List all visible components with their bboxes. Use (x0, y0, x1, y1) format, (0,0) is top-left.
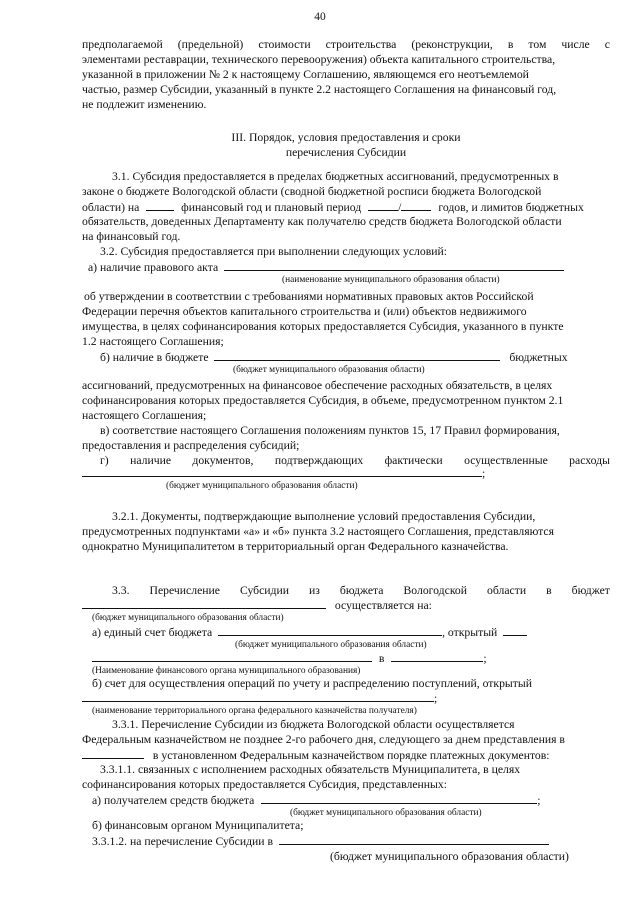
p32-b-line: б) наличие в бюджете бюджетных (100, 351, 568, 364)
p32-line-1: 3.2. Субсидия предоставляется при выполнении следующих условий: (100, 245, 447, 258)
p31-line-2: законе о бюджете Вологодской области (сводной бюджетной росписи бюджета Вологодской (82, 185, 542, 198)
submitter-blank (82, 747, 144, 759)
transfer-budget-blank (279, 833, 549, 845)
p32-line-9: в) соответствие настоящего Соглашения положениям пунктов 15, 17 Правил формирования, (100, 424, 560, 437)
treasury-blank (82, 690, 434, 702)
p33-line-1: 3.3. Перечисление Субсидии из бюджета Вологодской области в бюджет (112, 584, 610, 597)
p32-g-blank-line: ; (82, 465, 485, 481)
plan-year-blank-1 (368, 199, 398, 211)
intro-line-3: указанной в приложении № 2 к настоящему Соглашению, являющемся его неотъемлемой (82, 68, 529, 81)
p33-caption-4: (наименование территориального органа федерального казначейства получателя) (92, 706, 417, 716)
fin-org-blank (92, 650, 372, 662)
p31-line-5: на финансовый год. (82, 230, 181, 243)
year-blank (146, 199, 174, 211)
p31-line-3: области) на финансовый год и плановый период / годов, и лимитов бюджетных (82, 201, 584, 214)
p3311-caption: (бюджет муниципального образования области) (290, 808, 482, 818)
p331-line-1: 3.3.1. Перечисление Субсидии из бюджета Вологодской области осуществляется (112, 718, 515, 731)
p32-line-2: об утверждении в соответствии с требованиями нормативных правовых актов Российской (84, 290, 534, 303)
intro-line-4: частью, размер Субсидии, указанный в пункте 2.2 настоящего Соглашения на финансовый год, (82, 83, 557, 96)
p32-line-7: софинансирования которых предоставляется Субсидия, в объеме, предусмотренном пунктом 2.1 (82, 394, 564, 407)
p3312-caption: (бюджет муниципального образования области) (330, 850, 569, 863)
p321-line-3: однократно Муниципалитетом в территориальный орган Федерального казначейства. (82, 540, 509, 553)
p32-line-5: 1.2 настоящего Соглашения; (82, 335, 224, 348)
section-heading-line-2: перечисления Субсидии (285, 146, 407, 159)
fin-org-location-blank (391, 650, 483, 662)
p31-line-4: обязательств, доведенных Департаменту как получателю средств бюджета Вологодской области (82, 215, 562, 228)
p33-line-2: осуществляется на: (82, 597, 432, 613)
p3311-b-line: б) финансовым органом Муниципалитета; (92, 819, 304, 832)
p331-line-2: Федеральным казначейством не позднее 2-го рабочего дня, следующего за днем представления в (82, 733, 565, 746)
p33-fin-org-line: в ; (92, 650, 487, 666)
page-number: 40 (314, 11, 326, 23)
p3311-a-line: а) получателем средств бюджета ; (92, 794, 541, 807)
p33-a-line: а) единый счет бюджета , открытый (92, 624, 527, 640)
p33-caption-2: (бюджет муниципального образования области) (235, 640, 427, 650)
p33-b-line: б) счет для осуществления операций по учету и распределению поступлений, открытый (92, 677, 532, 690)
p32-line-3: Федерации перечня объектов капитального строительства и (или) объектов недвижимого (82, 305, 527, 318)
p321-line-1: 3.2.1. Документы, подтверждающие выполнение условий предоставления Субсидии, (112, 510, 536, 523)
intro-line-5: не подлежит изменению. (82, 98, 207, 111)
p33-b-blank-line: ; (82, 690, 437, 706)
plan-year-blank-2 (401, 199, 431, 211)
p32-line-6: ассигнований, предусмотренных на финансовое обеспечение расходных обязательств, в целях (82, 379, 553, 392)
p32-b-caption: (бюджет муниципального образования области) (233, 365, 425, 375)
section-heading-line-1: III. Порядок, условия предоставления и сроки (231, 131, 461, 144)
p33-caption-3: (Наименование финансового органа муниципального образования) (92, 666, 361, 676)
p33-caption-1: (бюджет муниципального образования области) (92, 613, 284, 623)
single-account-blank (218, 624, 442, 636)
expenses-blank (82, 465, 482, 477)
recipient-budget-blank (82, 597, 326, 609)
intro-line-2: элементами реставрации, технического перевооружения) объекта капитального строительства, (82, 53, 556, 66)
p3312-line: 3.3.1.2. на перечисление Субсидии в (92, 833, 549, 849)
recipient-funds-blank (261, 792, 537, 804)
p32-line-4: имущества, в целях софинансирования которых предоставляется Субсидия, указанного в пункте (82, 320, 564, 333)
p331-line-3: в установленном Федеральным казначейством порядке платежных документов: (82, 747, 550, 763)
p32-a-caption: (наименование муниципального образования области) (282, 275, 500, 285)
p32-g-line: г) наличие документов, подтверждающих фактически осуществленные расходы (100, 454, 610, 467)
intro-line-1: предполагаемой (предельной) стоимости строительства (реконструкции, в том числе с (82, 38, 610, 51)
p32-line-10: предоставления и распределения субсидий; (82, 439, 300, 452)
budget-blank (214, 349, 500, 361)
opened-blank (503, 624, 527, 636)
p32-a-line: а) наличие правового акта (88, 259, 564, 275)
p31-line-1: 3.1. Субсидия предоставляется в пределах бюджетных ассигнований, предусмотренных в (112, 170, 559, 183)
p32-g-caption: (бюджет муниципального образования области) (166, 481, 358, 491)
legal-act-blank (224, 259, 564, 271)
p32-line-8: настоящего Соглашения; (82, 409, 207, 422)
p3311-line-2: софинансирования которых предоставляется Субсидия, представленных: (82, 778, 447, 791)
p3311-line-1: 3.3.1.1. связанных с исполнением расходных обязательств Муниципалитета, в целях (100, 763, 521, 776)
p321-line-2: предусмотренных подпунктами «а» и «б» пункта 3.2 настоящего Соглашения, представляются (82, 525, 554, 538)
